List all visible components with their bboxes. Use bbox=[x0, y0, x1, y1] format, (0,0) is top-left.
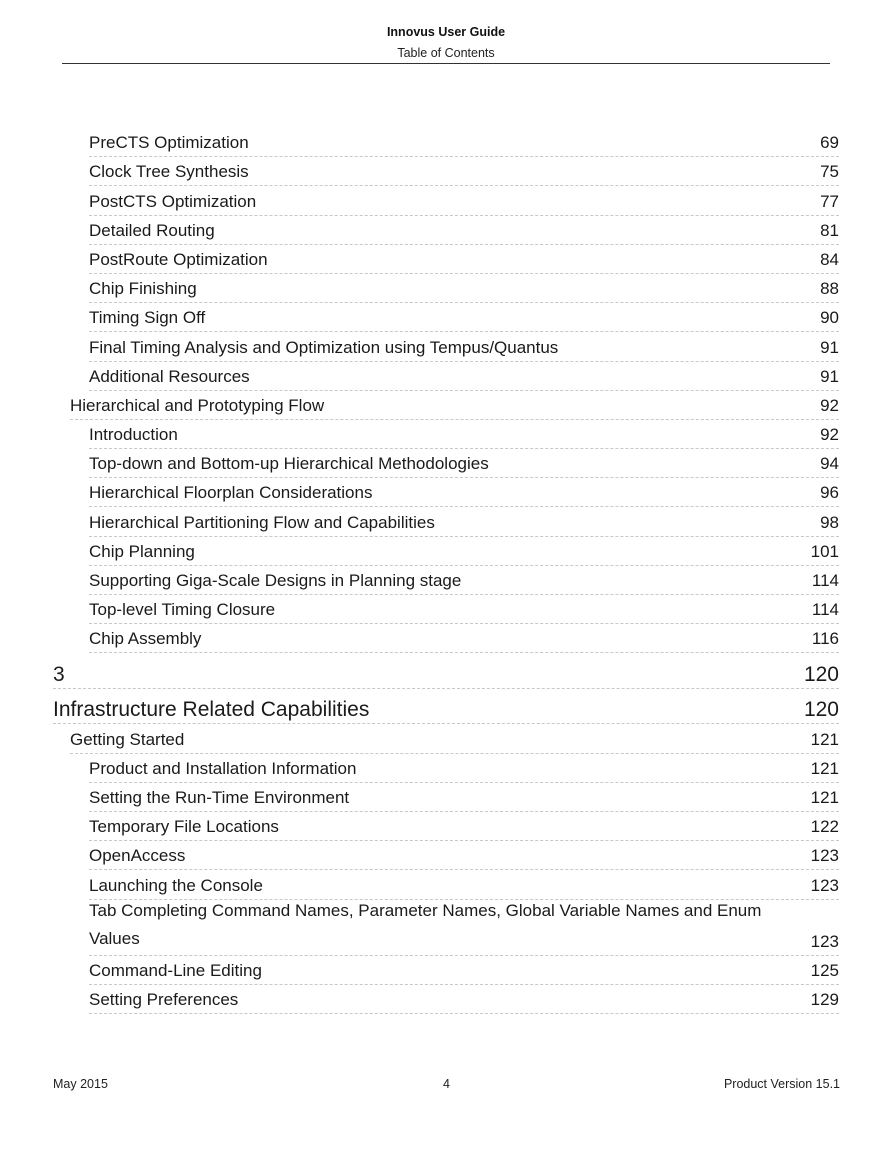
toc-entry-title[interactable]: Chip Assembly bbox=[89, 629, 202, 649]
toc-entry-page-number[interactable]: 122 bbox=[810, 817, 839, 837]
document-title: Innovus User Guide bbox=[386, 25, 506, 39]
toc-entry-title[interactable]: Detailed Routing bbox=[89, 220, 215, 240]
toc-entry-title[interactable]: Top-down and Bottom-up Hierarchical Methodologies bbox=[89, 454, 489, 474]
toc-entry[interactable] bbox=[70, 724, 839, 753]
table-of-contents bbox=[0, 128, 893, 1014]
toc-entry[interactable] bbox=[89, 186, 839, 215]
toc-entry[interactable] bbox=[89, 507, 839, 536]
toc-entry[interactable] bbox=[53, 689, 839, 725]
toc-entry-title[interactable]: Launching the Console bbox=[89, 875, 263, 895]
toc-entry[interactable] bbox=[89, 449, 839, 478]
toc-entry-page-number[interactable]: 96 bbox=[820, 483, 839, 503]
toc-entry[interactable] bbox=[89, 157, 839, 186]
toc-entry-title[interactable]: Command-Line Editing bbox=[89, 960, 262, 980]
toc-entry[interactable] bbox=[53, 653, 839, 689]
toc-entry-page-number[interactable]: 69 bbox=[820, 133, 839, 153]
toc-entry-page-number[interactable]: 123 bbox=[810, 846, 839, 866]
toc-entry-page-number[interactable]: 129 bbox=[810, 989, 839, 1009]
toc-entry-title[interactable]: Top-level Timing Closure bbox=[89, 600, 276, 620]
toc-entry-page-number[interactable]: 94 bbox=[820, 454, 839, 474]
toc-entry-title[interactable]: 3 bbox=[53, 662, 65, 686]
toc-entry-page-number[interactable]: 121 bbox=[810, 729, 839, 749]
toc-entry-page-number[interactable]: 121 bbox=[810, 787, 839, 807]
toc-entry-title[interactable]: Setting the Run-Time Environment bbox=[89, 787, 350, 807]
header-divider bbox=[62, 63, 830, 64]
toc-entry[interactable] bbox=[89, 478, 839, 507]
toc-entry[interactable] bbox=[89, 900, 839, 956]
toc-entry[interactable] bbox=[89, 956, 839, 985]
toc-entry[interactable] bbox=[89, 566, 839, 595]
toc-entry[interactable] bbox=[89, 420, 839, 449]
toc-entry-title[interactable]: Hierarchical Floorplan Considerations bbox=[89, 483, 373, 503]
toc-entry-title[interactable]: Temporary File Locations bbox=[89, 817, 279, 837]
toc-entry-title[interactable]: Tab Completing Command Names, Parameter Names, Global Variable Names and Enum Values bbox=[89, 900, 762, 948]
toc-entry-title[interactable]: Infrastructure Related Capabilities bbox=[53, 698, 370, 722]
toc-entry-title[interactable]: Timing Sign Off bbox=[89, 308, 206, 328]
toc-entry-title[interactable]: PreCTS Optimization bbox=[89, 133, 249, 153]
toc-entry-title[interactable]: OpenAccess bbox=[89, 846, 186, 866]
toc-entry-page-number[interactable]: 98 bbox=[820, 512, 839, 532]
toc-entry[interactable] bbox=[89, 362, 839, 391]
toc-entry[interactable] bbox=[89, 870, 839, 899]
toc-entry[interactable] bbox=[89, 216, 839, 245]
toc-entry-page-number[interactable]: 125 bbox=[810, 960, 839, 980]
toc-entry-page-number[interactable]: 120 bbox=[803, 698, 839, 722]
toc-entry-page-number[interactable]: 92 bbox=[820, 395, 839, 415]
toc-entry[interactable] bbox=[89, 303, 839, 332]
toc-entry[interactable] bbox=[89, 245, 839, 274]
toc-entry-page-number[interactable]: 123 bbox=[810, 875, 839, 895]
toc-entry-page-number[interactable]: 114 bbox=[811, 571, 839, 590]
toc-entry-page-number[interactable]: 84 bbox=[820, 249, 839, 269]
toc-entry-title[interactable]: Final Timing Analysis and Optimization using Tempus/Quantus bbox=[89, 337, 559, 357]
toc-entry[interactable] bbox=[89, 128, 839, 157]
toc-entry-title[interactable]: PostRoute Optimization bbox=[89, 249, 268, 269]
toc-entry[interactable] bbox=[89, 812, 839, 841]
toc-entry-title[interactable]: Getting Started bbox=[70, 729, 185, 749]
toc-entry-title[interactable]: Additional Resources bbox=[89, 366, 250, 386]
toc-entry-page-number[interactable]: 123 bbox=[810, 931, 839, 951]
toc-entry[interactable] bbox=[89, 754, 839, 783]
toc-entry-title[interactable]: PostCTS Optimization bbox=[89, 191, 257, 211]
toc-entry[interactable] bbox=[89, 274, 839, 303]
toc-entry[interactable] bbox=[70, 391, 839, 420]
footer-date: May 2015 bbox=[53, 1077, 108, 1091]
toc-entry-page-number[interactable]: 90 bbox=[820, 308, 839, 328]
toc-entry-page-number[interactable]: 114 bbox=[811, 600, 839, 620]
toc-entry[interactable] bbox=[89, 332, 839, 361]
toc-entry-title[interactable]: Product and Installation Information bbox=[89, 758, 357, 778]
toc-entry-page-number[interactable]: 121 bbox=[810, 758, 839, 778]
toc-entry-page-number[interactable]: 75 bbox=[820, 162, 839, 182]
toc-entry-page-number[interactable]: 116 bbox=[811, 629, 839, 649]
toc-entry[interactable] bbox=[89, 841, 839, 870]
toc-entry-title[interactable]: Chip Planning bbox=[89, 541, 195, 561]
toc-entry-page-number[interactable]: 81 bbox=[820, 220, 839, 240]
toc-entry[interactable] bbox=[89, 624, 839, 653]
toc-entry[interactable] bbox=[89, 595, 839, 624]
toc-entry[interactable] bbox=[89, 985, 839, 1014]
toc-entry[interactable] bbox=[89, 783, 839, 812]
toc-entry-title[interactable]: Setting Preferences bbox=[89, 989, 239, 1009]
toc-entry-title[interactable]: Hierarchical Partitioning Flow and Capabilities bbox=[89, 512, 435, 532]
toc-entry[interactable] bbox=[89, 537, 839, 566]
toc-entry-title[interactable]: Chip Finishing bbox=[89, 279, 197, 299]
toc-entry-page-number[interactable]: 77 bbox=[820, 191, 839, 211]
toc-entry-page-number[interactable]: 120 bbox=[803, 662, 839, 686]
footer-page-number: 4 bbox=[443, 1077, 450, 1091]
toc-entry-page-number[interactable]: 91 bbox=[820, 337, 839, 357]
toc-entry-page-number[interactable]: 88 bbox=[820, 279, 839, 299]
section-subtitle: Table of Contents bbox=[397, 46, 495, 60]
toc-entry-title[interactable]: Clock Tree Synthesis bbox=[89, 162, 249, 182]
toc-entry-page-number[interactable]: 92 bbox=[820, 425, 839, 445]
page-header bbox=[62, 24, 830, 61]
toc-entry-title[interactable]: Supporting Giga-Scale Designs in Planning stage bbox=[89, 571, 462, 590]
toc-entry-page-number[interactable]: 91 bbox=[820, 366, 839, 386]
toc-entry-title[interactable]: Introduction bbox=[89, 425, 178, 445]
footer-product-version: Product Version 15.1 bbox=[723, 1077, 840, 1091]
toc-entry-page-number[interactable]: 101 bbox=[810, 541, 839, 561]
toc-entry-title[interactable]: Hierarchical and Prototyping Flow bbox=[70, 395, 325, 415]
